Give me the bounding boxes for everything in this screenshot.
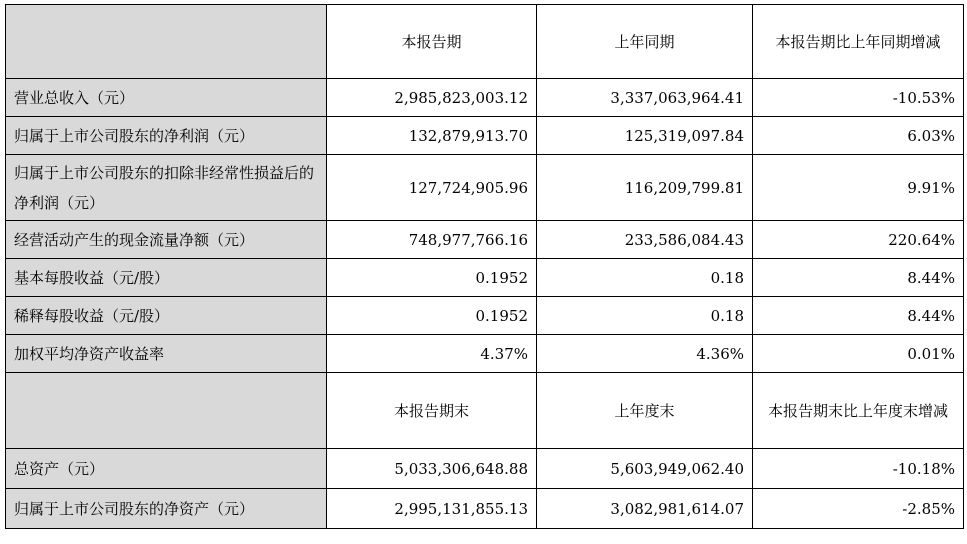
header-change-end: 本报告期末比上年度末增减 (753, 373, 964, 449)
table-row (6, 297, 964, 335)
change-value: 6.03% (753, 117, 964, 155)
row-label: 归属于上市公司股东的扣除非经常性损益后的净利润（元） (6, 155, 327, 221)
current-value: 0.1952 (327, 297, 537, 335)
current-value: 4.37% (327, 335, 537, 373)
header-change: 本报告期比上年同期增减 (753, 5, 964, 79)
current-value: 127,724,905.96 (327, 155, 537, 221)
table-row (6, 259, 964, 297)
row-label: 总资产（元） (6, 449, 327, 489)
header-row-period (6, 5, 964, 79)
prior-value: 3,082,981,614.07 (537, 489, 753, 529)
row-label: 基本每股收益（元/股） (6, 259, 327, 297)
table-row (6, 117, 964, 155)
header-corner-cell (6, 5, 327, 79)
prior-value: 4.36% (537, 335, 753, 373)
table-row (6, 489, 964, 529)
row-label: 营业总收入（元） (6, 79, 327, 117)
current-value: 748,977,766.16 (327, 221, 537, 259)
change-value: -10.18% (753, 449, 964, 489)
table-row (6, 449, 964, 489)
row-label: 加权平均净资产收益率 (6, 335, 327, 373)
prior-value: 125,319,097.84 (537, 117, 753, 155)
header-row-period-end (6, 373, 964, 449)
header-current-period: 本报告期 (327, 5, 537, 79)
change-value: 0.01% (753, 335, 964, 373)
row-label: 归属于上市公司股东的净利润（元） (6, 117, 327, 155)
current-value: 2,985,823,003.12 (327, 79, 537, 117)
header-prior-period: 上年同期 (537, 5, 753, 79)
prior-value: 3,337,063,964.41 (537, 79, 753, 117)
row-label: 经营活动产生的现金流量净额（元） (6, 221, 327, 259)
current-value: 0.1952 (327, 259, 537, 297)
header-current-period-end: 本报告期末 (327, 373, 537, 449)
current-value: 2,995,131,855.13 (327, 489, 537, 529)
change-value: -2.85% (753, 489, 964, 529)
prior-value: 116,209,799.81 (537, 155, 753, 221)
prior-value: 5,603,949,062.40 (537, 449, 753, 489)
prior-value: 0.18 (537, 297, 753, 335)
prior-value: 0.18 (537, 259, 753, 297)
prior-value: 233,586,084.43 (537, 221, 753, 259)
current-value: 132,879,913.70 (327, 117, 537, 155)
row-label: 稀释每股收益（元/股） (6, 297, 327, 335)
change-value: -10.53% (753, 79, 964, 117)
header-prior-year-end: 上年度末 (537, 373, 753, 449)
change-value: 220.64% (753, 221, 964, 259)
table-row (6, 335, 964, 373)
table-row (6, 155, 964, 221)
table-row (6, 221, 964, 259)
change-value: 8.44% (753, 297, 964, 335)
header-corner-cell (6, 373, 327, 449)
financial-summary-table (5, 4, 964, 529)
change-value: 8.44% (753, 259, 964, 297)
change-value: 9.91% (753, 155, 964, 221)
current-value: 5,033,306,648.88 (327, 449, 537, 489)
row-label: 归属于上市公司股东的净资产（元） (6, 489, 327, 529)
table-row (6, 79, 964, 117)
